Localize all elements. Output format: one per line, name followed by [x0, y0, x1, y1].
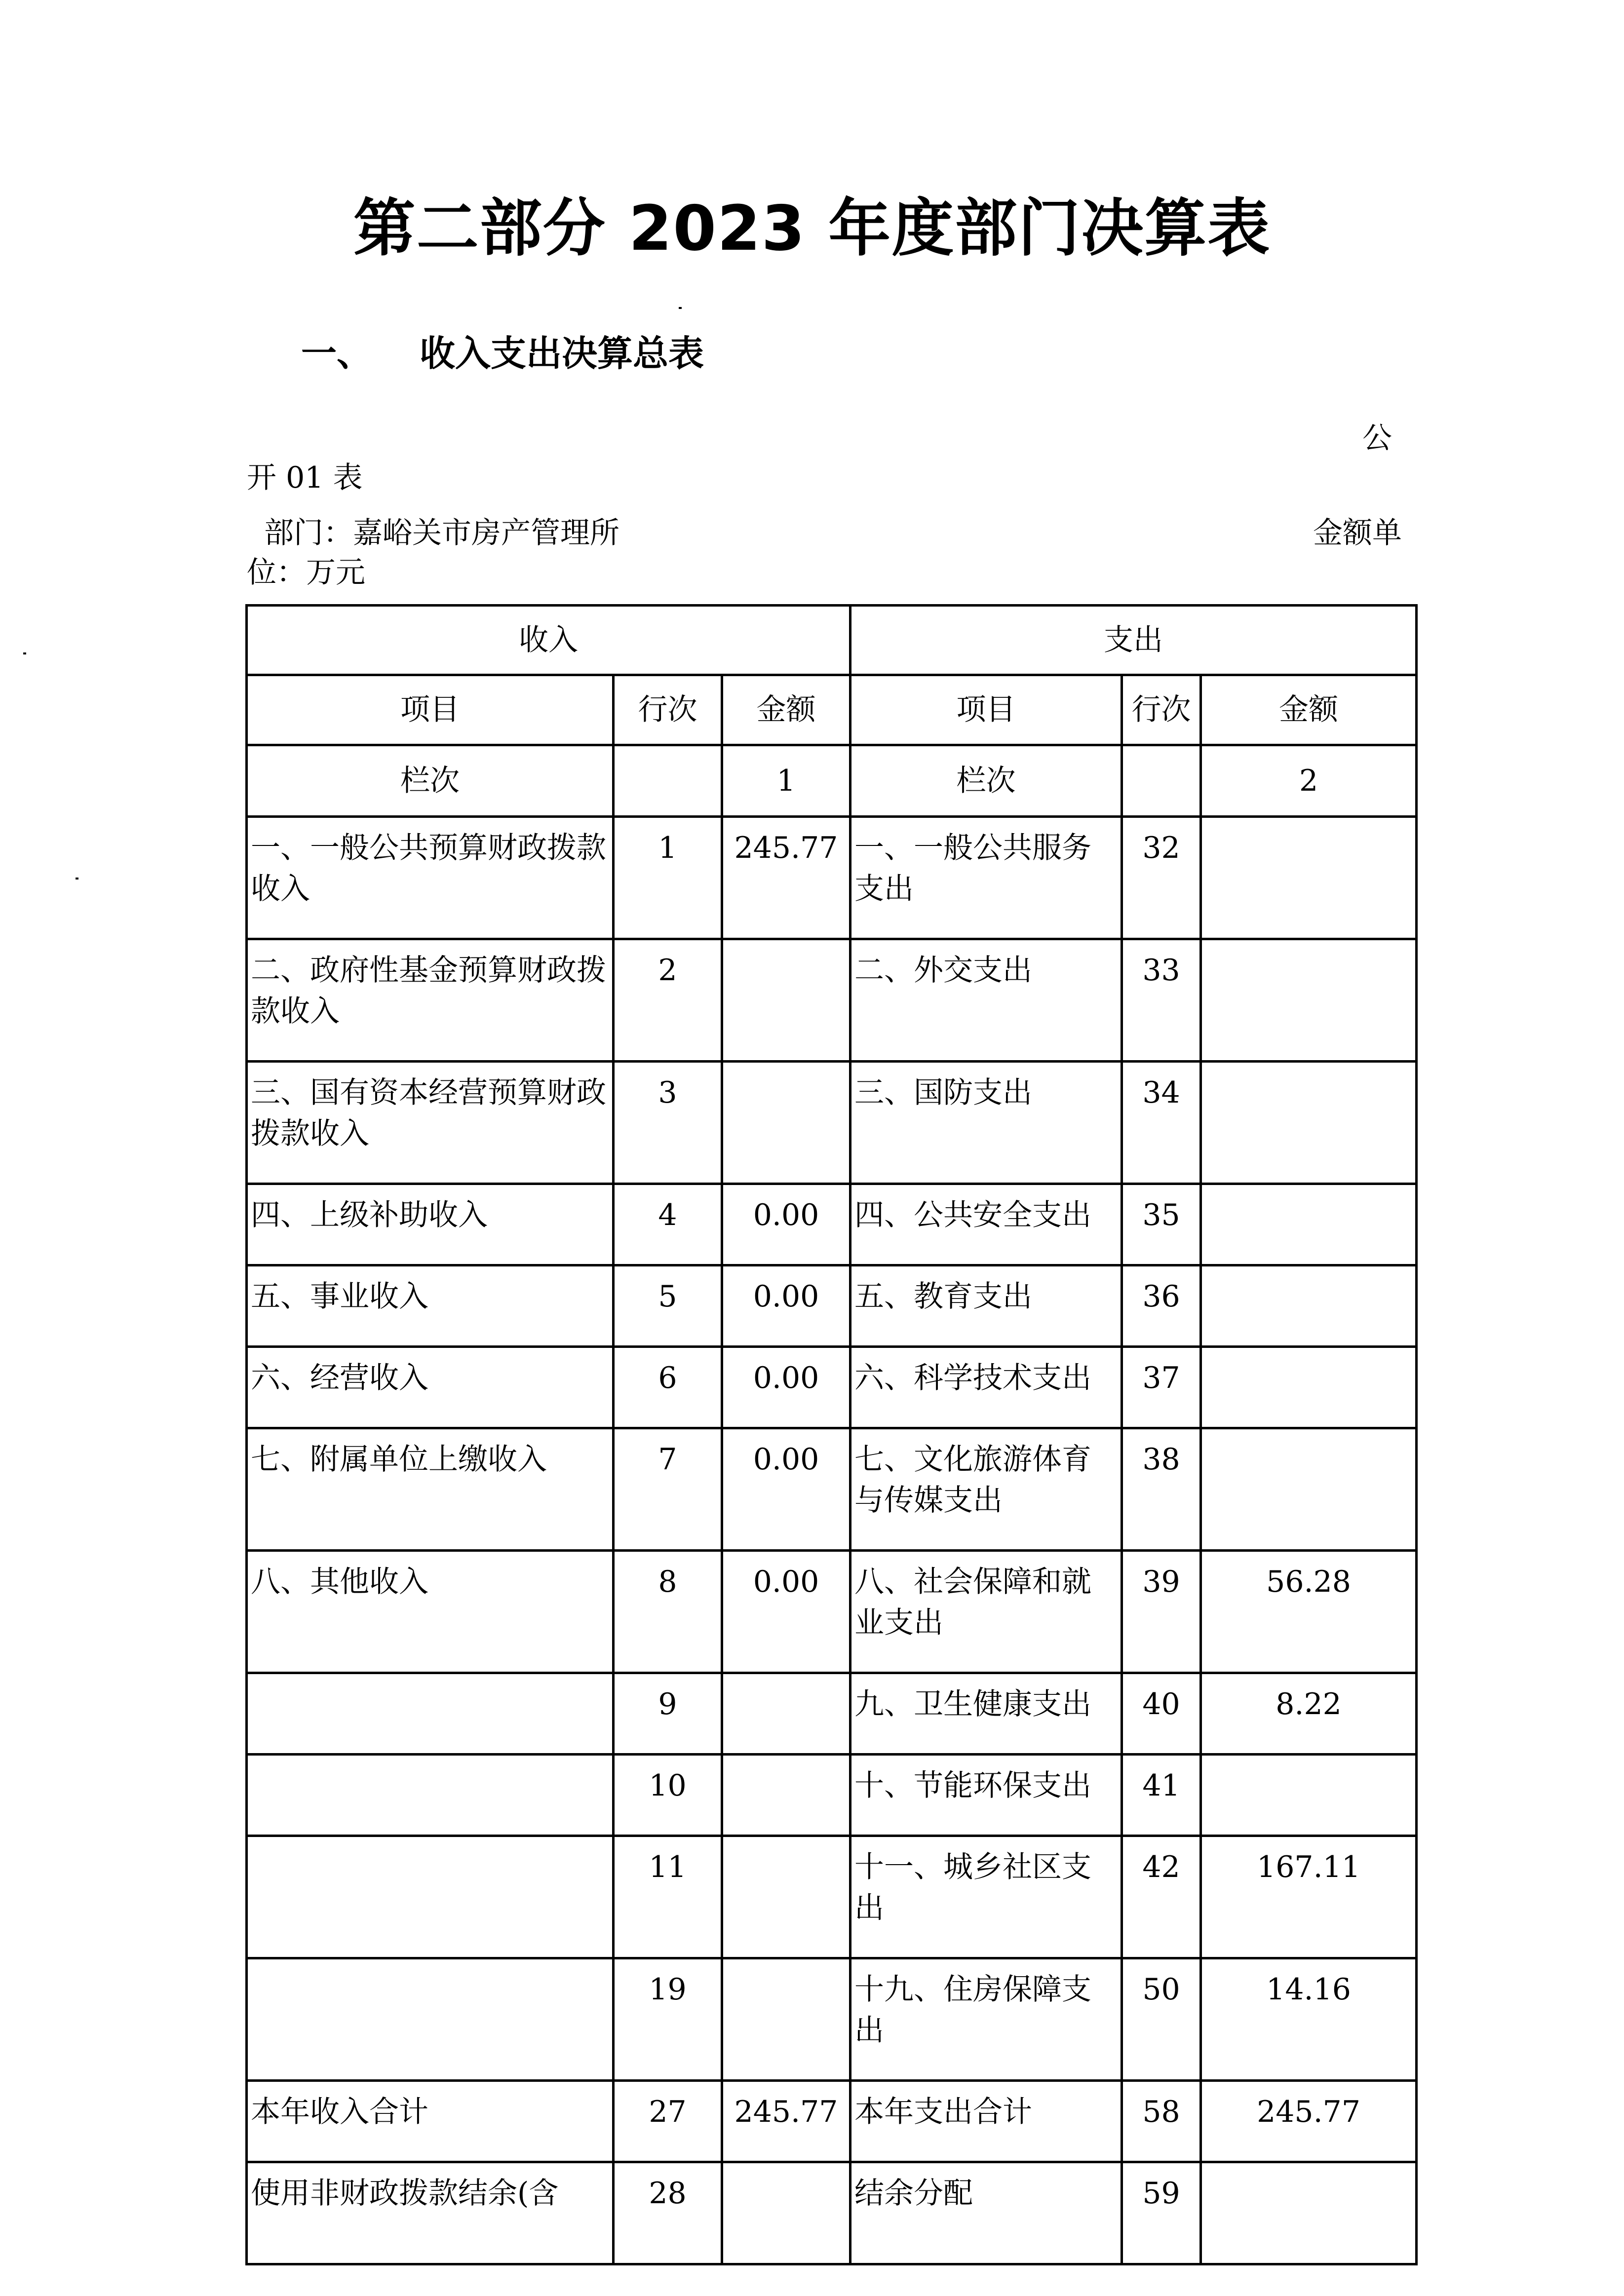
expense-row-cell: 38 — [1122, 1428, 1201, 1551]
section-title: 收入支出决算总表 — [420, 333, 704, 374]
income-amount-cell — [722, 1062, 851, 1184]
form-code-line1: 公 — [1362, 421, 1392, 456]
income-row-cell: 8 — [614, 1551, 722, 1673]
header-income-amount: 金额 — [722, 675, 851, 745]
expense-item-cell: 五、教育支出 — [851, 1265, 1122, 1347]
index-income-row — [614, 745, 722, 817]
expense-amount-cell — [1201, 1347, 1417, 1428]
income-item-cell: 本年收入合计 — [247, 2081, 614, 2162]
table-row — [247, 817, 1417, 939]
expense-amount-cell — [1201, 1184, 1417, 1265]
scan-speck — [679, 307, 682, 309]
income-row-cell: 11 — [614, 1836, 722, 1958]
expense-row-cell: 33 — [1122, 939, 1201, 1062]
expense-amount-cell — [1201, 1265, 1417, 1347]
table-row — [247, 1958, 1417, 2081]
table-row — [247, 2162, 1417, 2264]
table-row — [247, 1062, 1417, 1184]
income-row-cell: 2 — [614, 939, 722, 1062]
section-heading — [301, 332, 704, 374]
table-row — [247, 1428, 1417, 1551]
income-amount-cell: 245.77 — [722, 817, 851, 939]
income-item-cell — [247, 1958, 614, 2081]
table-row — [247, 1551, 1417, 1673]
table-row — [247, 1347, 1417, 1428]
header-expense-item: 项目 — [851, 675, 1122, 745]
scan-speck — [23, 652, 26, 654]
unit-label-line2: 位：万元 — [247, 555, 365, 590]
income-item-cell: 三、国有资本经营预算财政拨款收入 — [247, 1062, 614, 1184]
income-amount-cell — [722, 1836, 851, 1958]
expense-row-cell: 34 — [1122, 1062, 1201, 1184]
income-item-cell: 六、经营收入 — [247, 1347, 614, 1428]
scan-speck — [76, 878, 78, 880]
income-item-cell — [247, 1836, 614, 1958]
expense-amount-cell — [1201, 1755, 1417, 1836]
expense-item-cell: 本年支出合计 — [851, 2081, 1122, 2162]
table-row — [247, 1836, 1417, 1958]
expense-group-header: 支出 — [851, 606, 1417, 675]
income-item-cell: 使用非财政拨款结余(含 — [247, 2162, 614, 2264]
table-row — [247, 1673, 1417, 1755]
income-item-cell — [247, 1673, 614, 1755]
expense-row-cell: 41 — [1122, 1755, 1201, 1836]
expense-amount-cell — [1201, 1428, 1417, 1551]
income-item-cell: 五、事业收入 — [247, 1265, 614, 1347]
expense-item-cell: 结余分配 — [851, 2162, 1122, 2264]
expense-item-cell: 八、社会保障和就业支出 — [851, 1551, 1122, 1673]
expense-row-cell: 36 — [1122, 1265, 1201, 1347]
expense-row-cell: 32 — [1122, 817, 1201, 939]
table-row — [247, 1265, 1417, 1347]
income-item-cell — [247, 1755, 614, 1836]
table-row — [247, 1755, 1417, 1836]
expense-item-cell: 十九、住房保障支出 — [851, 1958, 1122, 2081]
income-expense-summary-table — [245, 604, 1415, 2265]
expense-amount-cell: 167.11 — [1201, 1836, 1417, 1958]
header-expense-row: 行次 — [1122, 675, 1201, 745]
income-amount-cell: 245.77 — [722, 2081, 851, 2162]
expense-row-cell: 58 — [1122, 2081, 1201, 2162]
column-index-row — [247, 745, 1417, 817]
expense-amount-cell — [1201, 939, 1417, 1062]
header-income-item: 项目 — [247, 675, 614, 745]
expense-amount-cell: 8.22 — [1201, 1673, 1417, 1755]
index-expense-row — [1122, 745, 1201, 817]
expense-row-cell: 35 — [1122, 1184, 1201, 1265]
income-row-cell: 4 — [614, 1184, 722, 1265]
income-item-cell: 七、附属单位上缴收入 — [247, 1428, 614, 1551]
expense-item-cell: 九、卫生健康支出 — [851, 1673, 1122, 1755]
expense-item-cell: 二、外交支出 — [851, 939, 1122, 1062]
income-item-cell: 四、上级补助收入 — [247, 1184, 614, 1265]
index-expense-item: 栏次 — [851, 745, 1122, 817]
income-row-cell: 27 — [614, 2081, 722, 2162]
expense-item-cell: 十、节能环保支出 — [851, 1755, 1122, 1836]
group-header-row — [247, 606, 1417, 675]
income-amount-cell — [722, 939, 851, 1062]
income-row-cell: 19 — [614, 1958, 722, 2081]
header-income-row: 行次 — [614, 675, 722, 745]
table-row — [247, 939, 1417, 1062]
index-income-item: 栏次 — [247, 745, 614, 817]
expense-amount-cell — [1201, 1062, 1417, 1184]
income-row-cell: 1 — [614, 817, 722, 939]
expense-amount-cell — [1201, 817, 1417, 939]
expense-amount-cell — [1201, 2162, 1417, 2264]
income-row-cell: 7 — [614, 1428, 722, 1551]
column-header-row — [247, 675, 1417, 745]
table-row — [247, 1184, 1417, 1265]
income-amount-cell: 0.00 — [722, 1265, 851, 1347]
page-title: 第二部分 2023 年度部门决算表 — [353, 192, 1271, 265]
income-group-header: 收入 — [247, 606, 851, 675]
income-item-cell: 八、其他收入 — [247, 1551, 614, 1673]
income-row-cell: 6 — [614, 1347, 722, 1428]
section-number: 一、 — [301, 332, 373, 374]
income-item-cell: 一、一般公共预算财政拨款收入 — [247, 817, 614, 939]
department-label: 部门：嘉峪关市房产管理所 — [264, 516, 619, 550]
expense-amount-cell: 245.77 — [1201, 2081, 1417, 2162]
index-income-amount: 1 — [722, 745, 851, 817]
expense-row-cell: 59 — [1122, 2162, 1201, 2264]
expense-amount-cell: 14.16 — [1201, 1958, 1417, 2081]
expense-item-cell: 六、科学技术支出 — [851, 1347, 1122, 1428]
income-amount-cell: 0.00 — [722, 1184, 851, 1265]
income-amount-cell — [722, 2162, 851, 2264]
expense-item-cell: 十一、城乡社区支出 — [851, 1836, 1122, 1958]
unit-label-line1: 金额单 — [1313, 516, 1402, 550]
expense-amount-cell: 56.28 — [1201, 1551, 1417, 1673]
expense-item-cell: 三、国防支出 — [851, 1062, 1122, 1184]
expense-row-cell: 39 — [1122, 1551, 1201, 1673]
income-amount-cell: 0.00 — [722, 1347, 851, 1428]
expense-row-cell: 50 — [1122, 1958, 1201, 2081]
income-row-cell: 3 — [614, 1062, 722, 1184]
expense-item-cell: 四、公共安全支出 — [851, 1184, 1122, 1265]
expense-item-cell: 一、一般公共服务支出 — [851, 817, 1122, 939]
income-row-cell: 28 — [614, 2162, 722, 2264]
expense-row-cell: 42 — [1122, 1836, 1201, 1958]
income-row-cell: 9 — [614, 1673, 722, 1755]
form-code-line2: 开 01 表 — [247, 460, 363, 495]
income-amount-cell — [722, 1755, 851, 1836]
expense-row-cell: 40 — [1122, 1673, 1201, 1755]
income-row-cell: 10 — [614, 1755, 722, 1836]
index-expense-amount: 2 — [1201, 745, 1417, 817]
income-amount-cell: 0.00 — [722, 1551, 851, 1673]
table-row — [247, 2081, 1417, 2162]
expense-item-cell: 七、文化旅游体育与传媒支出 — [851, 1428, 1122, 1551]
income-row-cell: 5 — [614, 1265, 722, 1347]
income-item-cell: 二、政府性基金预算财政拨款收入 — [247, 939, 614, 1062]
income-amount-cell — [722, 1673, 851, 1755]
expense-row-cell: 37 — [1122, 1347, 1201, 1428]
income-amount-cell — [722, 1958, 851, 2081]
income-amount-cell: 0.00 — [722, 1428, 851, 1551]
header-expense-amount: 金额 — [1201, 675, 1417, 745]
